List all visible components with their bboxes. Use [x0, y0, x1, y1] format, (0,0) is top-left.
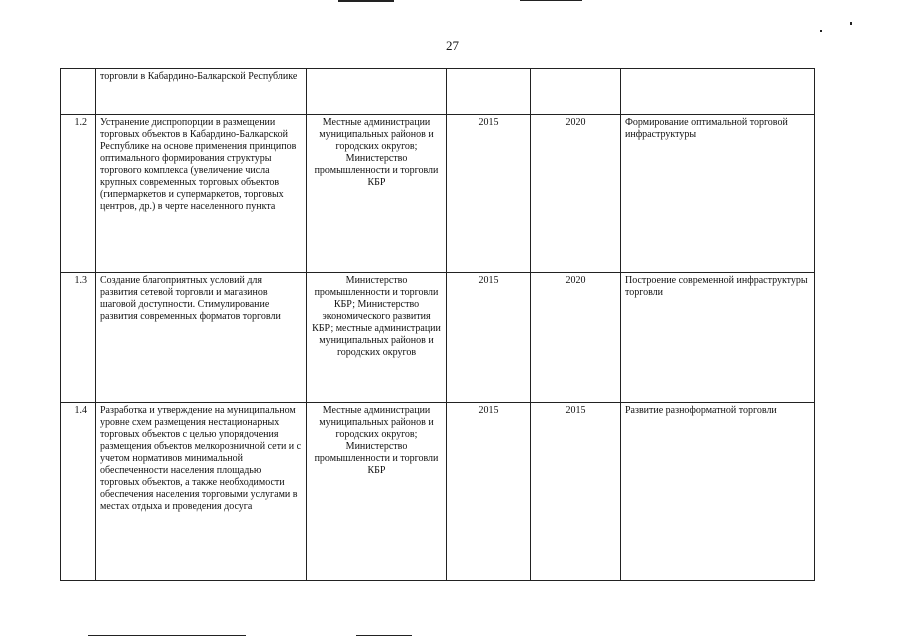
table-row	[61, 403, 815, 581]
executors: Местные администрации муниципальных районов и городских округов; Министерство промышленности и торговли КБР	[307, 115, 447, 273]
scan-artifact-top-left	[338, 0, 394, 2]
expected-result: Формирование оптимальной торговой инфраструктуры	[621, 115, 815, 273]
scan-artifact-dot-1	[820, 30, 822, 32]
scan-artifact-top-right	[520, 0, 582, 1]
measure-name: Разработка и утверждение на муниципальном уровне схем размещения нестационарных торговых объектов с целью упорядочения размещения объектов мелкорозничной сети и с учетом нормативов минимальной обеспеченности населения площадью торговых объектов, а также необходимости обеспечения населения торговыми услугами в местах отдыха и проведения досуга	[96, 403, 307, 581]
executors: Местные администрации муниципальных районов и городских округов; Министерство промышленности и торговли КБР	[307, 403, 447, 581]
start-year	[447, 69, 531, 115]
expected-result: Развитие разноформатной торговли	[621, 403, 815, 581]
expected-result	[621, 69, 815, 115]
row-number: 1.3	[61, 273, 96, 403]
measure-name: Устранение диспропорции в размещении торговых объектов в Кабардино-Балкарской Республике на основе применения принципов оптимального формирования структуры торгового комплекса (увеличение числа крупных современных торговых объектов (гипермаркетов и супермаркетов, торговых центров, др.) в черте населенного пункта	[96, 115, 307, 273]
row-number: 1.2	[61, 115, 96, 273]
expected-result: Построение современной инфраструктуры торговли	[621, 273, 815, 403]
end-year: 2015	[531, 403, 621, 581]
footnote-rule-left	[88, 635, 246, 636]
end-year: 2020	[531, 273, 621, 403]
start-year: 2015	[447, 273, 531, 403]
measure-name: Создание благоприятных условий для развития сетевой торговли и магазинов шаговой доступности. Стимулирование развития современных форматов торговли	[96, 273, 307, 403]
measures-table	[60, 68, 815, 581]
row-number: 1.4	[61, 403, 96, 581]
table-row	[61, 115, 815, 273]
measure-name: торговли в Кабардино-Балкарской Республике	[96, 69, 307, 115]
executors	[307, 69, 447, 115]
end-year	[531, 69, 621, 115]
start-year: 2015	[447, 115, 531, 273]
row-number	[61, 69, 96, 115]
end-year: 2020	[531, 115, 621, 273]
footnote-rule-right	[356, 635, 412, 636]
scan-artifact-dot-2	[850, 22, 852, 25]
executors: Министерство промышленности и торговли КБР; Министерство экономического развития КБР; местные администрации муниципальных районов и городских округов	[307, 273, 447, 403]
table-row	[61, 273, 815, 403]
page-number: 27	[446, 38, 459, 53]
start-year: 2015	[447, 403, 531, 581]
table-row	[61, 69, 815, 115]
